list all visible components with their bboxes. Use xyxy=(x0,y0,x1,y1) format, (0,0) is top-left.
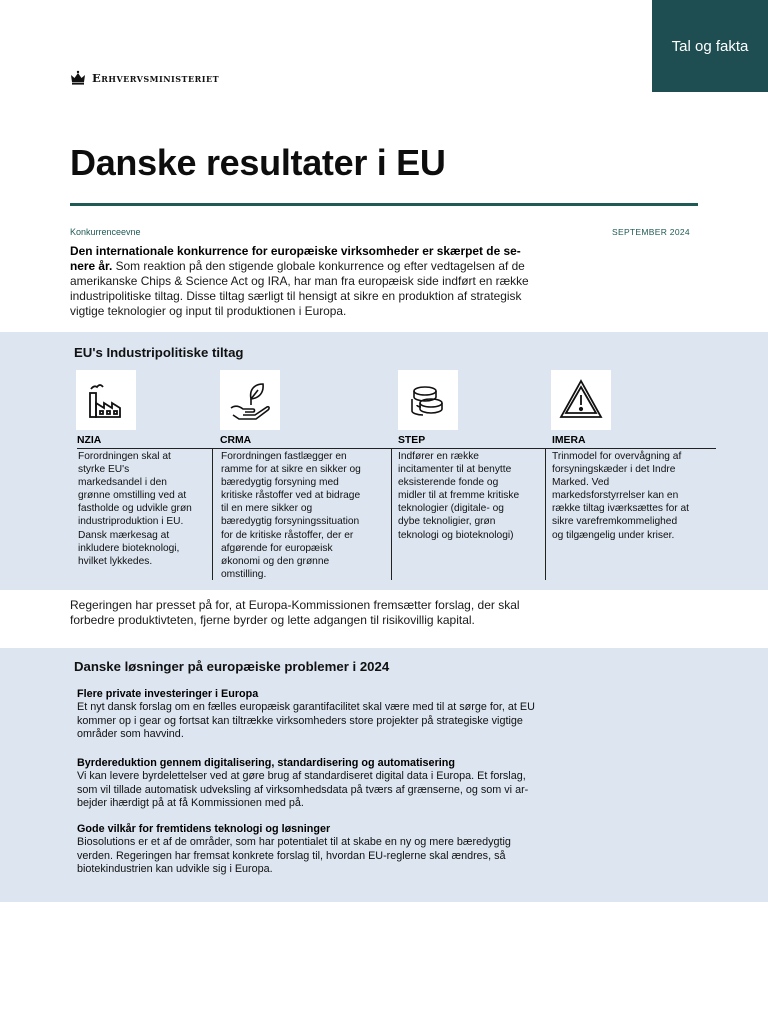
intro-body-3: industripolitiske tiltag. Disse tiltag særligt til hensigt at sikre en produktion af strategisk xyxy=(70,288,522,303)
text-line: teknologi og bioteknologi) xyxy=(398,529,514,541)
tiltag-heading: EU's Industripolitiske tiltag xyxy=(74,345,244,360)
nzia-heading: NZIA xyxy=(77,435,102,446)
text-line: kommer op i gear og fortsat kan tiltrække virksomheders store projekter på strategiske vigtige xyxy=(77,714,523,727)
government-statement xyxy=(70,598,570,628)
text-line: markedsandel i den xyxy=(78,477,167,489)
solutions-heading: Danske løsninger på europæiske problemer i 2024 xyxy=(74,659,390,674)
intro-lead-2: nere år. xyxy=(70,258,113,273)
text-line: Marked. Ved xyxy=(552,477,610,489)
crma-icon-tile xyxy=(220,370,280,430)
text-line: styrke EU's xyxy=(78,464,130,476)
hand-leaf-icon xyxy=(225,375,275,425)
text-line: inkludere bioteknologi, xyxy=(78,542,180,554)
imera-icon-tile xyxy=(551,370,611,430)
text-line: biotekindustrien kan udvikle sig i Europa. xyxy=(77,863,273,876)
nzia-description xyxy=(78,450,210,568)
solution-text xyxy=(77,770,567,811)
tag-label: Tal og fakta xyxy=(671,37,749,55)
solution-text xyxy=(77,701,567,742)
category-label: Konkurrenceevne xyxy=(70,227,141,237)
text-line: til en mere sikker og xyxy=(221,503,313,515)
text-line: Trinmodel for overvågning af xyxy=(552,451,682,462)
text-line: Biosolutions er et af de områder, som har potentialet til at skabe en ny og mere bæredygtig xyxy=(77,836,511,848)
publication-date: SEPTEMBER 2024 xyxy=(612,227,690,237)
intro-body-4: vigtige teknologier og input til produktionen i Europa. xyxy=(70,303,347,318)
text-line: Regeringen har presset på for, at Europa-Kommissionen fremsætter forslag, der skal xyxy=(70,598,520,612)
text-line: Forordningen fastlægger en xyxy=(221,451,347,462)
step-heading: STEP xyxy=(398,435,426,446)
text-line: som vil tillade automatisk udveksling af virksomhedsdata på tværs af grænserne, og som vi ar- xyxy=(77,783,529,796)
intro-body-1: Som reaktion på den stigende globale konkurrence og efter vedtagelsen af de xyxy=(112,258,525,273)
text-line: Forordningen skal at xyxy=(78,451,171,462)
text-line: Et nyt dansk forslag om en fælles europæisk garantifacilitet skal være med til at sørge for, at EU xyxy=(77,701,535,713)
text-line: ramme for at sikre en sikker og xyxy=(221,464,361,476)
text-line: sikre varefremkommelighed xyxy=(552,516,678,528)
text-line: verden. Regeringen har fremsat konkrete forslag til, hvordan EU-reglerne skal ændres, så xyxy=(77,849,506,862)
text-line: fastholde og udvikle grøn xyxy=(78,503,192,515)
column-divider xyxy=(545,449,546,580)
text-line: bejder ihærdigt på at få Kommissionen med på. xyxy=(77,797,304,810)
table-header-rule xyxy=(77,448,716,449)
factory-icon xyxy=(81,375,131,425)
nzia-icon-tile xyxy=(76,370,136,430)
imera-description xyxy=(552,450,718,542)
intro-body-2: amerikanske Chips & Science Act og IRA, har man fra europæisk side indført en række xyxy=(70,273,529,288)
solution-text xyxy=(77,836,567,877)
text-line: midler til at fremme kritiske xyxy=(398,490,520,502)
text-line: for de kritiske råstoffer, der er xyxy=(221,529,354,541)
text-line: Dansk mærkesag at xyxy=(78,529,170,541)
coins-icon xyxy=(403,375,453,425)
step-description xyxy=(398,450,544,542)
text-line: områder som havvind. xyxy=(77,728,184,741)
text-line: økonomi og den grønne xyxy=(221,555,330,567)
logo-text: Erhvervsministeriet xyxy=(92,71,220,85)
warning-icon xyxy=(556,375,606,425)
text-line: omstilling. xyxy=(221,568,267,580)
title-divider xyxy=(70,203,698,206)
tal-og-fakta-tag xyxy=(652,0,768,92)
text-line: bæredygtig forsyningssituation xyxy=(221,516,360,528)
crma-heading: CRMA xyxy=(220,435,252,446)
crma-description xyxy=(221,450,389,581)
text-line: forbedre produktivteten, fjerne byrder og lette adgangen til risikovillig kapital. xyxy=(70,613,475,627)
ministry-logo xyxy=(70,68,219,88)
text-line: og tilgængelig under kriser. xyxy=(552,529,675,541)
text-line: dybe teknoligier, grøn xyxy=(398,516,496,528)
text-line: kritiske råstoffer ved at bidrage xyxy=(221,490,361,502)
intro-paragraph xyxy=(70,244,562,319)
imera-heading: IMERA xyxy=(552,435,586,446)
page-title: Danske resultater i EU xyxy=(70,142,446,183)
crown-icon xyxy=(70,70,86,86)
text-line: industriproduktion i EU. xyxy=(78,516,184,528)
step-icon-tile xyxy=(398,370,458,430)
text-line: bæredygtig forsyning med xyxy=(221,477,339,489)
solution-title: Byrdereduktion gennem digitalisering, standardisering og automatisering xyxy=(77,757,455,769)
solution-title: Flere private investeringer i Europa xyxy=(77,688,259,700)
text-line: afgørende for europæisk xyxy=(221,542,333,554)
text-line: incitamenter til at benytte xyxy=(398,464,512,476)
text-line: Vi kan levere byrdelettelser ved at gøre brug af standardiseret digital data i Europa. Et forslag, xyxy=(77,770,526,782)
column-divider xyxy=(212,449,213,580)
solution-title: Gode vilkår for fremtidens teknologi og løsninger xyxy=(77,823,331,835)
text-line: markedsforstyrrelser kan en xyxy=(552,490,679,502)
intro-lead: Den internationale konkurrence for europæiske virksomheder er skærpet de se- xyxy=(70,244,521,258)
text-line: eksisterende fonde og xyxy=(398,477,499,489)
text-line: række tiltag iværksættes for at xyxy=(552,503,690,515)
text-line: hvilket lykkedes. xyxy=(78,555,153,567)
text-line: Indfører en række xyxy=(398,451,479,462)
text-line: forsyningskæder i det Indre xyxy=(552,464,676,476)
column-divider xyxy=(391,449,392,580)
text-line: grønne omstilling ved at xyxy=(78,490,187,502)
text-line: teknologier (digitale- og xyxy=(398,503,504,515)
